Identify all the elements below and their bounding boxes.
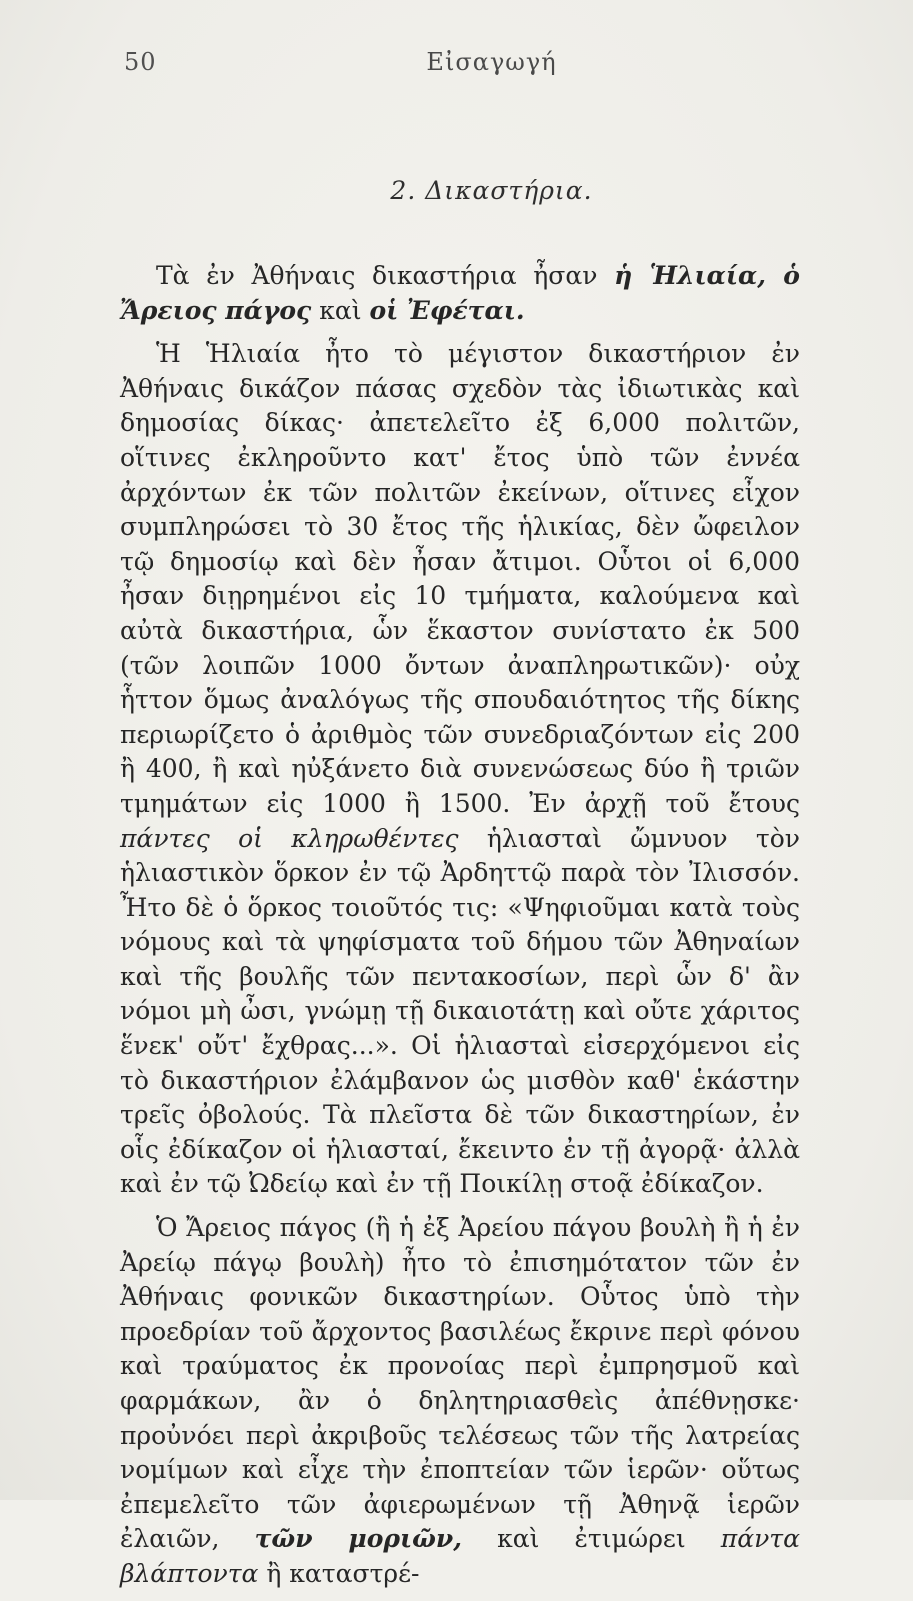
text-run: ἡλιασταὶ ὤμνυον τὸν ἡλιαστικὸν ὅρκον ἐν τῷ Ἀρδηττῷ παρὰ τὸν Ἰλισσόν. Ἦτο δὲ ὁ ὅρκος τοιοῦτός τις: «Ψηφιοῦμαι κατὰ τοὺς νόμους καὶ τὰ ψηφίσματα τοῦ δήμου τῶν Ἀθηναίων καὶ τῆς βουλῆς τῶν πεντακοσίων, περὶ ὧν δ' ἂν νόμοι μὴ ὦσι, γνώμῃ τῇ δικαιοτάτῃ καὶ οὔτε χάριτος ἕνεκ' οὔτ' ἔχθρας...». Οἱ ἡλιασταὶ εἰσερχόμενοι εἰς τὸ δικαστήριον ἐλάμβανον ὡς μισθὸν καθ' ἑκάστην τρεῖς ὀβολούς. Τὰ πλεῖστα δὲ τῶν δικαστηρίων, ἐν οἷς ἐδίκαζον οἱ ἡλιασταί, ἔκειντο ἐν τῇ ἀγορᾷ· ἀλλὰ καὶ ἐν τῷ Ὠδείῳ καὶ ἐν τῇ Ποικίλῃ στοᾷ ἐδίκαζον. xyxy=(120,823,800,1199)
emphasized-term: τῶν μοριῶν, xyxy=(254,1524,462,1554)
text-run: καὶ ἐτιμώρει xyxy=(461,1524,721,1554)
paragraph xyxy=(120,259,800,328)
running-head xyxy=(0,44,913,84)
text-run: Ὁ Ἄρειος πάγος (ἢ ἡ ἐξ Ἀρείου πάγου βουλὴ ἢ ἡ ἐν Ἀρείῳ πάγῳ βουλὴ) ἦτο τὸ ἐπισημότατον τῶν ἐν Ἀθήναις φονικῶν δικαστηρίων. Οὗτος ὑπὸ τὴν προεδρίαν τοῦ ἄρχοντος βασιλέως ἔκρινε περὶ φόνου καὶ τραύματος ἐκ προνοίας περὶ ἐμπρησμοῦ καὶ φαρμάκων, ἂν ὁ δηλητηριασθεὶς ἀπέθνῃσκε· προὐνόει περὶ ἀκριβοῦς τελέσεως τῶν τῆς λατρείας νομίμων καὶ εἶχε τὴν ἐποπτείαν τῶν ἱερῶν· οὕτως ἐπεμελεῖτο τῶν ἀφιερωμένων τῇ Ἀθηνᾷ ἱερῶν ἐλαιῶν, xyxy=(120,1213,800,1554)
body-text xyxy=(120,259,800,1601)
text-run: Ἡ Ἡλιαία ἦτο τὸ μέγιστον δικαστήριον ἐν Ἀθήναις δικάζον πάσας σχεδὸν τὰς ἰδιωτικὰς καὶ δημοσίας δίκας· ἀπετελεῖτο ἐξ 6,000 πολιτῶν, οἵτινες ἐκληροῦντο κατ' ἔτος ὑπὸ τῶν ἐννέα ἀρχόντων ἐκ τῶν πολιτῶν ἐκείνων, οἵτινες εἶχον συμπληρώσει τὸ 30 ἔτος τῆς ἡλικίας, δὲν ὤφειλον τῷ δημοσίῳ καὶ δὲν ἦσαν ἄτιμοι. Οὗτοι οἱ 6,000 ἦσαν διῃρημένοι εἰς 10 τμήματα, καλούμενα καὶ αὐτὰ δικαστήρια, ὧν ἕκαστον συνίστατο ἐκ 500 (τῶν λοιπῶν 1000 ὄντων ἀναπληρωτικῶν)· οὐχ ἧττον ὅμως ἀναλόγως τῆς σπουδαιότητος τῆς δίκης περιωρίζετο ὁ ἀριθμὸς τῶν συνεδριαζόντων εἰς 200 ἢ 400, ἢ καὶ ηὐξάνετο διὰ συνενώσεως δύο ἢ τριῶν τμημάτων εἰς 1000 ἢ 1500. Ἐν ἀρχῇ τοῦ ἔτους xyxy=(120,339,800,818)
paragraph xyxy=(120,337,800,1202)
emphasized-term: ἡ Ἡλιαία, ὁ Ἄρειος πάγος xyxy=(120,261,800,325)
text-run: Τὰ ἐν Ἀθήναις δικαστήρια ἦσαν xyxy=(156,261,615,290)
section-heading: 2. Δικαστήρια. xyxy=(390,176,593,205)
text-run: ἢ καταστρέ- xyxy=(258,1558,420,1588)
italic-phrase: πάντες οἱ κληρωθέντες xyxy=(120,823,459,853)
running-title: Εἰσαγωγή xyxy=(426,48,557,76)
page-number: 50 xyxy=(124,48,157,76)
emphasized-term: οἱ Ἐφέται. xyxy=(369,295,525,325)
italic-phrase: πάντα βλάπτοντα xyxy=(120,1524,800,1588)
text-run: καὶ xyxy=(311,295,370,325)
paragraph xyxy=(120,1211,800,1592)
